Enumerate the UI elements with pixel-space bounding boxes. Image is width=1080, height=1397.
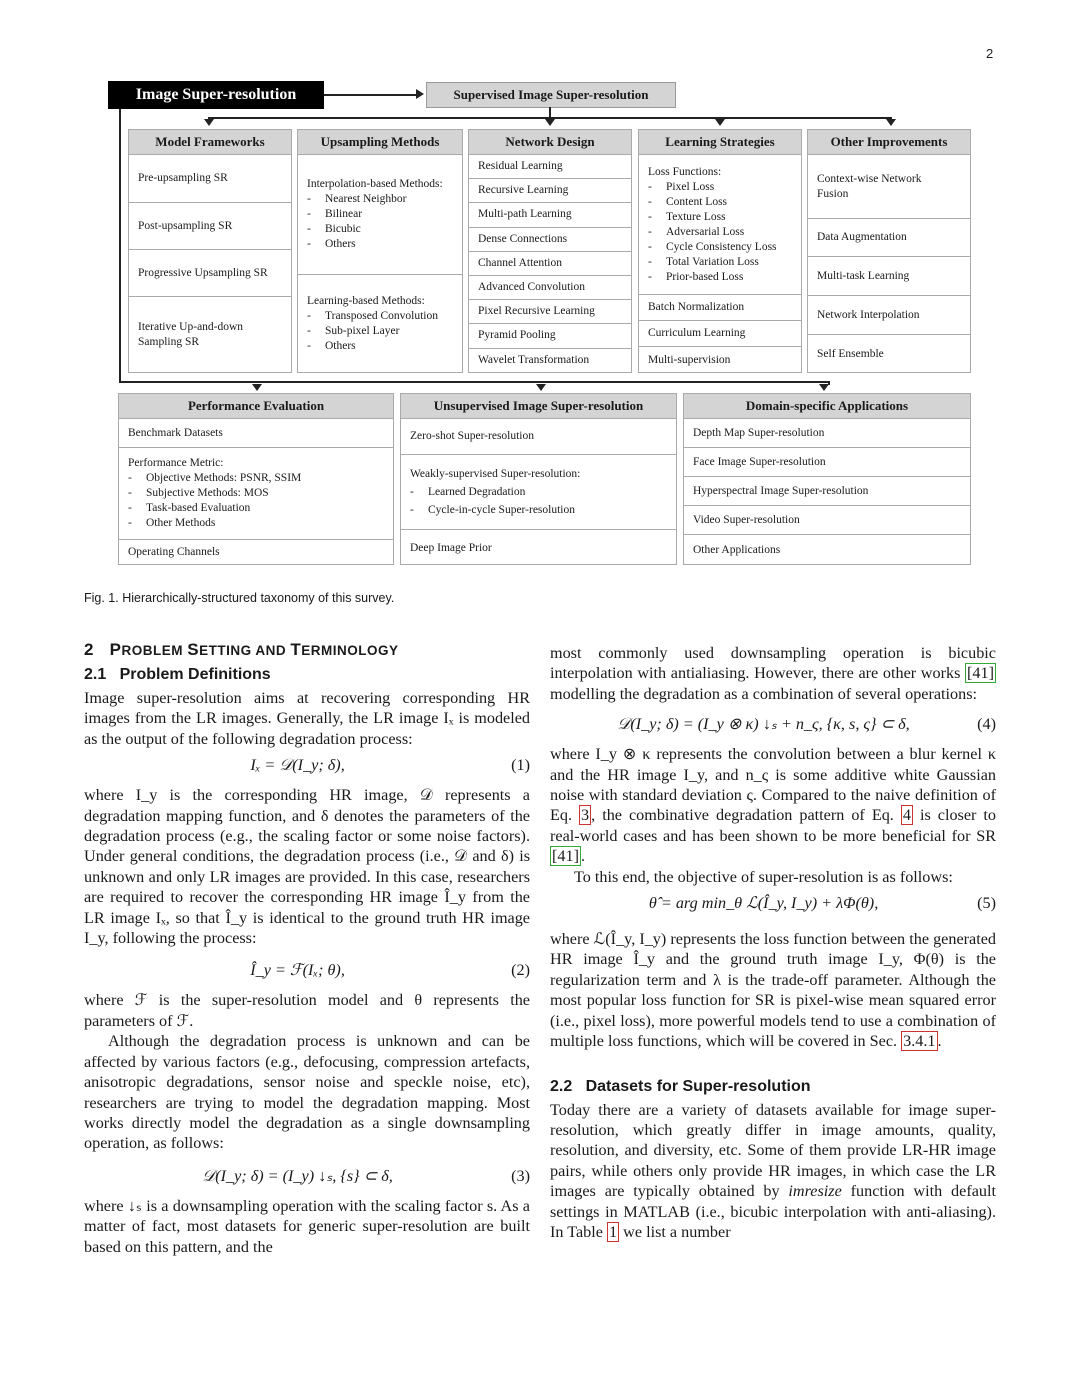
- subsection-heading: 2.1 Problem Definitions: [84, 666, 271, 683]
- paragraph: [550, 929, 996, 1051]
- paragraph: [550, 744, 996, 866]
- taxonomy-cell: [639, 155, 801, 295]
- taxonomy-cell: [119, 540, 393, 565]
- equation-text: 𝒟(I_y; δ) = (I_y) ↓ₛ, {s} ⊂ δ,: [202, 1166, 393, 1185]
- section-heading: [84, 640, 530, 660]
- bullet-text: Learned Degradation: [428, 485, 526, 498]
- taxonomy-cell: [469, 228, 631, 252]
- cell-text: Recursive Learning: [478, 184, 569, 197]
- arrow-down-icon: [252, 384, 262, 391]
- column-title: Domain-specific Applications: [684, 394, 970, 419]
- cell-text: Advanced Convolution: [478, 281, 585, 294]
- cell-text: Weakly-supervised Super-resolution:: [410, 467, 581, 480]
- bullet-text: Bilinear: [325, 208, 363, 220]
- text-run: is closer to real-world cases and has been shown to be more beneficial for SR: [550, 806, 997, 845]
- bullet-item: [648, 255, 792, 270]
- cell-text: Zero-shot Super-resolution: [410, 430, 535, 442]
- equation-text: 𝒟(I_y; δ) = (I_y ⊗ κ) ↓ₛ + n_ς, {κ, s, ς} ⊂ δ,: [617, 715, 910, 734]
- column-title: Other Improvements: [808, 130, 970, 155]
- taxonomy-cell: [119, 419, 393, 448]
- taxonomy-cell: [129, 155, 291, 203]
- equation-3: [84, 1166, 530, 1186]
- bullet-text: Texture Loss: [666, 210, 726, 223]
- paragraph: To this end, the objective of super-resolution is as follows:: [574, 867, 953, 886]
- equation-text: θ̂ = arg min_θ ℒ(Î_y, I_y) + λΦ(θ),: [648, 894, 879, 913]
- cell-text: Multi-path Learning: [478, 208, 572, 221]
- arrow-down-icon: [886, 119, 896, 126]
- connector: [119, 381, 829, 383]
- taxonomy-cell: [469, 276, 631, 300]
- text-run: modelling the degradation as a combination of several operations:: [550, 684, 978, 703]
- text-run: we list a number: [619, 1222, 731, 1241]
- taxonomy-cell: [469, 179, 631, 203]
- column-title: Learning Strategies: [639, 130, 801, 155]
- cell-text: Performance Metric:: [128, 457, 224, 469]
- taxonomy-cell: [119, 448, 393, 540]
- text-run: function with default settings in MATLAB (i.e., bicubic interpolation with anti-aliasing). In Table: [550, 1182, 996, 1241]
- bullet-text: Adversarial Loss: [666, 225, 745, 238]
- text-run: where ℒ(Î_y, I_y) represents the loss function between the generated HR image Î_y and the ground truth image I_y, Φ(θ) is the regularization term and λ is the trade-off parameter. Although the most popular loss function for SR is pixel-wise mean squared error (i.e., pixel loss), more powerful models tend to use a combination of multiple loss functions, which will be covered in Sec.: [550, 930, 996, 1051]
- bullet-item: [128, 501, 384, 516]
- paragraph: Although the degradation process is unknown and can be affected by various factors (e.g., defocusing, compression artefacts, anisotropic degradations, sensor noise and speckle noise, etc), researchers are trying to model the degradation mapping. Most works directly model the degradation as a single downsampling operation, as follows:: [84, 1032, 530, 1153]
- text-run: most commonly used downsampling operation is bicubic interpolation with antialiasing. However, there are other works: [550, 644, 996, 683]
- column-upsampling-methods: [297, 129, 463, 373]
- equation-5: [550, 893, 996, 913]
- equation-text: Î_y = ℱ(Iₓ; θ),: [250, 961, 345, 980]
- bullet-item: [128, 486, 384, 501]
- arrow-down-icon: [545, 119, 555, 126]
- bullet-item: [410, 503, 667, 518]
- connector: [324, 94, 420, 96]
- cell-text: Multi-task Learning: [817, 269, 910, 282]
- column-title: Unsupervised Image Super-resolution: [401, 394, 676, 419]
- column-unsupervised-sr: [400, 393, 677, 565]
- equation-link[interactable]: 3: [581, 806, 590, 825]
- text-run: , the combinative degradation pattern of Eq.: [591, 806, 901, 825]
- paragraph: where ↓ₛ is a downsampling operation with the scaling factor s. As a matter of fact, most datasets for generic super-resolution are built based on this pattern, and the: [84, 1196, 530, 1256]
- taxonomy-cell: [469, 203, 631, 227]
- bullet-text: Sub-pixel Layer: [325, 325, 400, 337]
- cell-text: Dense Connections: [478, 232, 568, 245]
- cell-text: Pre-upsampling SR: [138, 172, 228, 184]
- taxonomy-cell: [298, 275, 462, 373]
- taxonomy-cell: [469, 252, 631, 276]
- root-node: Image Super-resolution: [108, 81, 324, 109]
- paragraph: where I_y is the corresponding HR image, 𝒟 represents a degradation mapping function, and δ denotes the parameters of the degradation process (e.g., the scaling factor or some noise factors). Under general conditions, the degradation process (i.e., 𝒟 and δ) is unknown and only LR images are provided. In this case, researchers are required to recover the corresponding HR image Î_y from the LR image Iₓ, so that Î_y is identical to the ground truth HR image I_y, following the process:: [84, 786, 530, 948]
- cell-text: Context-wise Network Fusion: [817, 172, 922, 200]
- paragraph: where ℱ is the super-resolution model and θ represents the parameters of ℱ.: [84, 991, 530, 1030]
- heading-part: ROBLEM: [121, 643, 188, 658]
- bullet-item: [128, 516, 384, 531]
- cell-text: Depth Map Super-resolution: [693, 426, 825, 439]
- taxonomy-cell: [298, 155, 462, 275]
- cell-text: Deep Image Prior: [410, 541, 492, 554]
- figure-caption: Fig. 1. Hierarchically-structured taxonomy of this survey.: [84, 591, 395, 605]
- taxonomy-cell: [684, 419, 970, 448]
- heading-part: ERMINOLOGY: [301, 643, 399, 658]
- bullet-text: Content Loss: [666, 195, 728, 208]
- bullet-text: Bicubic: [325, 223, 361, 235]
- cell-text: Learning-based Methods:: [307, 295, 425, 307]
- heading-part: ETTING AND: [199, 643, 291, 658]
- taxonomy-cell: [401, 419, 676, 455]
- equation-number: (2): [511, 961, 530, 980]
- cell-text: Wavelet Transformation: [478, 354, 590, 367]
- subsection-heading: 2.2 Datasets for Super-resolution: [550, 1077, 811, 1095]
- right-text-column: [550, 643, 996, 1242]
- bullet-item: [648, 240, 792, 255]
- citation-link[interactable]: [41]: [967, 664, 994, 683]
- connector: [890, 117, 892, 120]
- taxonomy-cell: [808, 335, 970, 374]
- arrow-down-icon: [715, 119, 725, 126]
- left-text-column: [84, 640, 530, 1257]
- taxonomy-cell: [808, 155, 970, 219]
- bullet-item: [128, 471, 384, 486]
- cell-text: Channel Attention: [478, 256, 563, 269]
- column-learning-strategies: [638, 129, 802, 373]
- taxonomy-cell: [639, 295, 801, 321]
- taxonomy-cell: [684, 448, 970, 477]
- cell-text: Face Image Super-resolution: [693, 455, 826, 468]
- heading-part: T: [290, 640, 302, 659]
- bullet-text: Cycle-in-cycle Super-resolution: [428, 503, 575, 516]
- paragraph: [550, 643, 996, 704]
- equation-1: [84, 755, 530, 775]
- bullet-item: [307, 309, 453, 324]
- cell-text: Hyperspectral Image Super-resolution: [693, 484, 869, 497]
- taxonomy-cell: [129, 250, 291, 297]
- bullet-text: Subjective Methods: MOS: [146, 487, 269, 499]
- column-network-design: [468, 129, 632, 373]
- cell-text: Other Applications: [693, 543, 781, 556]
- equation-number: (3): [511, 1166, 530, 1185]
- table-link[interactable]: 1: [609, 1222, 618, 1241]
- heading-part: P: [109, 640, 122, 659]
- bullet-item: [648, 180, 792, 195]
- bullet-text: Other Methods: [146, 517, 216, 529]
- taxonomy-cell: [129, 297, 291, 373]
- section-link[interactable]: 3.4.1: [903, 1032, 936, 1051]
- column-other-improvements: [807, 129, 971, 373]
- cell-text: Iterative Up-and-down Sampling SR: [138, 321, 244, 348]
- taxonomy-cell: [401, 455, 676, 530]
- bullet-item: [648, 210, 792, 225]
- arrow-down-icon: [819, 384, 829, 391]
- equation-link[interactable]: 4: [902, 806, 911, 825]
- cell-text: Video Super-resolution: [693, 513, 800, 526]
- connector: [828, 381, 830, 385]
- column-title: Network Design: [469, 130, 631, 155]
- bullet-item: [307, 207, 453, 222]
- taxonomy-cell: [684, 535, 970, 565]
- equation-2: [84, 960, 530, 980]
- cell-text: Progressive Upsampling SR: [138, 266, 268, 279]
- cell-text: Curriculum Learning: [648, 327, 746, 339]
- taxonomy-cell: [469, 300, 631, 324]
- cell-text: Residual Learning: [478, 160, 563, 173]
- bullet-text: Cycle Consistency Loss: [666, 240, 777, 253]
- bullet-text: Prior-based Loss: [666, 270, 744, 283]
- equation-4: [550, 714, 996, 734]
- cell-text: Post-upsampling SR: [138, 219, 233, 232]
- taxonomy-cell: [684, 477, 970, 506]
- taxonomy-cell: [469, 324, 631, 348]
- taxonomy-cell: [639, 321, 801, 347]
- column-performance-evaluation: [118, 393, 394, 565]
- bullet-item: [307, 192, 453, 207]
- text-run: imresize: [788, 1182, 842, 1201]
- cell-text: Pyramid Pooling: [478, 329, 556, 342]
- arrow-down-icon: [204, 119, 214, 126]
- section-number: 2: [84, 640, 94, 659]
- bullet-text: Pixel Loss: [666, 180, 715, 193]
- taxonomy-cell: [401, 530, 676, 566]
- arrow-down-icon: [536, 384, 546, 391]
- taxonomy-cell: [129, 203, 291, 250]
- bullet-item: [410, 485, 667, 500]
- taxonomy-cell: [469, 155, 631, 179]
- bullet-item: [648, 195, 792, 210]
- bullet-text: Transposed Convolution: [325, 310, 438, 322]
- bullet-text: Objective Methods: PSNR, SSIM: [146, 472, 302, 484]
- cell-text: Self Ensemble: [817, 348, 884, 360]
- cell-text: Multi-supervision: [648, 353, 731, 366]
- text-run: .: [937, 1032, 942, 1051]
- bullet-text: Total Variation Loss: [666, 255, 759, 268]
- cell-text: Interpolation-based Methods:: [307, 178, 443, 190]
- supervised-node: Supervised Image Super-resolution: [426, 82, 676, 108]
- citation-link[interactable]: [41]: [552, 847, 579, 866]
- bullet-item: [648, 270, 792, 285]
- connector: [549, 107, 551, 117]
- cell-text: Loss Functions:: [648, 165, 722, 178]
- cell-text: Data Augmentation: [817, 231, 907, 243]
- connector: [119, 109, 121, 382]
- cell-text: Operating Channels: [128, 546, 220, 558]
- text-run: .: [580, 847, 586, 866]
- paragraph: [550, 1100, 996, 1243]
- cell-text: Pixel Recursive Learning: [478, 305, 595, 318]
- column-title: Performance Evaluation: [119, 394, 393, 419]
- taxonomy-cell: [684, 506, 970, 535]
- bullet-text: Nearest Neighbor: [325, 193, 407, 205]
- taxonomy-cell: [469, 349, 631, 373]
- page-number: 2: [986, 46, 994, 61]
- connector: [719, 117, 721, 120]
- column-title: Model Frameworks: [129, 130, 291, 155]
- equation-number: (1): [511, 756, 530, 775]
- heading-part: S: [187, 640, 200, 659]
- column-model-frameworks: [128, 129, 292, 373]
- taxonomy-cell: [808, 296, 970, 335]
- bullet-text: Others: [325, 340, 356, 352]
- bullet-text: Others: [325, 238, 356, 250]
- bullet-item: [307, 237, 453, 252]
- bullet-item: [307, 222, 453, 237]
- column-title: Upsampling Methods: [298, 130, 462, 155]
- bullet-item: [307, 324, 453, 339]
- column-domain-applications: [683, 393, 971, 565]
- bullet-text: Task-based Evaluation: [146, 502, 251, 514]
- equation-number: (5): [977, 894, 996, 913]
- taxonomy-cell: [808, 219, 970, 257]
- text-run: Today there are a variety of datasets available for image super-resolution, which greatly differ in image amounts, quality, resolution, and diversity, etc. Some of them provide LR-HR image pairs, while others only provide HR images, in which case the LR images are typically obtained by: [550, 1100, 996, 1201]
- equation-number: (4): [977, 715, 996, 734]
- arrow-right-icon: [416, 89, 424, 99]
- equation-text: Iₓ = 𝒟(I_y; δ),: [250, 756, 345, 775]
- taxonomy-cell: [808, 257, 970, 296]
- text-run: where I_y ⊗ κ represents the convolution between a blur kernel κ and the HR image I_y, and n_ς is some additive white Gaussian noise with standard deviation ς. Compared to the naive definition of Eq.: [550, 745, 996, 825]
- bullet-item: [307, 339, 453, 354]
- paragraph: Image super-resolution aims at recovering corresponding HR images from the LR images. Generally, the LR image Iₓ is modeled as the output of the following degradation process:: [84, 689, 530, 748]
- bullet-item: [648, 225, 792, 240]
- cell-text: Batch Normalization: [648, 301, 745, 313]
- cell-text: Benchmark Datasets: [128, 426, 223, 439]
- taxonomy-cell: [639, 347, 801, 373]
- cell-text: Network Interpolation: [817, 308, 920, 321]
